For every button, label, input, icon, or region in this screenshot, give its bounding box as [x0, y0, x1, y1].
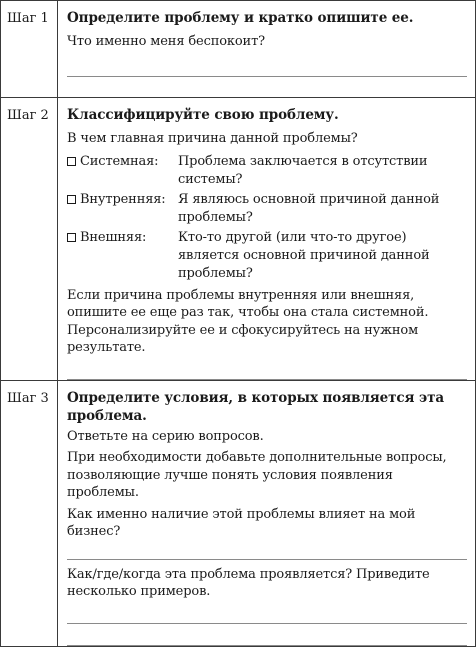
step-label: Шаг 3: [1, 380, 58, 646]
step-question-examples: Как/где/когда эта проблема проявляется? Приведите несколько примеров.: [67, 566, 430, 599]
option-internal: [67, 191, 467, 227]
checkbox[interactable]: [67, 233, 76, 242]
step-note: Если причина проблемы внутренняя или внешняя, опишите ее еще раз так, чтобы она стала системной. Персонализируйте ее и сфокусируйтесь на нужном результате.: [67, 287, 429, 355]
option-desc: Я являюсь основной причиной данной проблемы?: [178, 191, 440, 225]
answer-line[interactable]: [67, 76, 467, 77]
step-label: Шаг 2: [1, 98, 58, 381]
checkbox[interactable]: [67, 157, 76, 166]
step-row-2: [1, 98, 476, 381]
option-systemic: [67, 153, 467, 189]
step-label: Шаг 1: [1, 1, 58, 98]
step-title: Классифицируйте свою проблему.: [67, 107, 339, 123]
step-question: Что именно меня беспокоит?: [67, 34, 265, 49]
step-body: [58, 1, 476, 98]
step-row-3: [1, 380, 476, 646]
checkbox[interactable]: [67, 195, 76, 204]
option-external: [67, 229, 467, 283]
answer-line[interactable]: [67, 559, 467, 560]
step-row-1: [1, 1, 476, 98]
answer-line[interactable]: [67, 645, 467, 646]
option-name: Внешняя:: [80, 229, 147, 245]
step-body: [58, 98, 476, 381]
step-question: В чем главная причина данной проблемы?: [67, 131, 358, 146]
answer-line[interactable]: [67, 623, 467, 624]
step-extra: При необходимости добавьте дополнительные вопросы, позволяющие лучше понять условия появления проблемы.: [67, 450, 447, 500]
step-title: Определите условия, в которых появляется эта проблема.: [67, 389, 445, 424]
option-desc: Кто-то другой (или что-то другое) является основной причиной данной проблемы?: [178, 229, 430, 281]
option-name: Системная:: [80, 153, 159, 169]
option-desc: Проблема заключается в отсутствии системы?: [178, 153, 428, 187]
step-question-impact: Как именно наличие этой проблемы влияет на мой бизнес?: [67, 506, 416, 539]
step-body: [58, 380, 476, 646]
option-name: Внутренняя:: [80, 191, 166, 207]
step-title: Определите проблему и кратко опишите ее.: [67, 10, 414, 26]
step-intro: Ответьте на серию вопросов.: [67, 428, 264, 444]
